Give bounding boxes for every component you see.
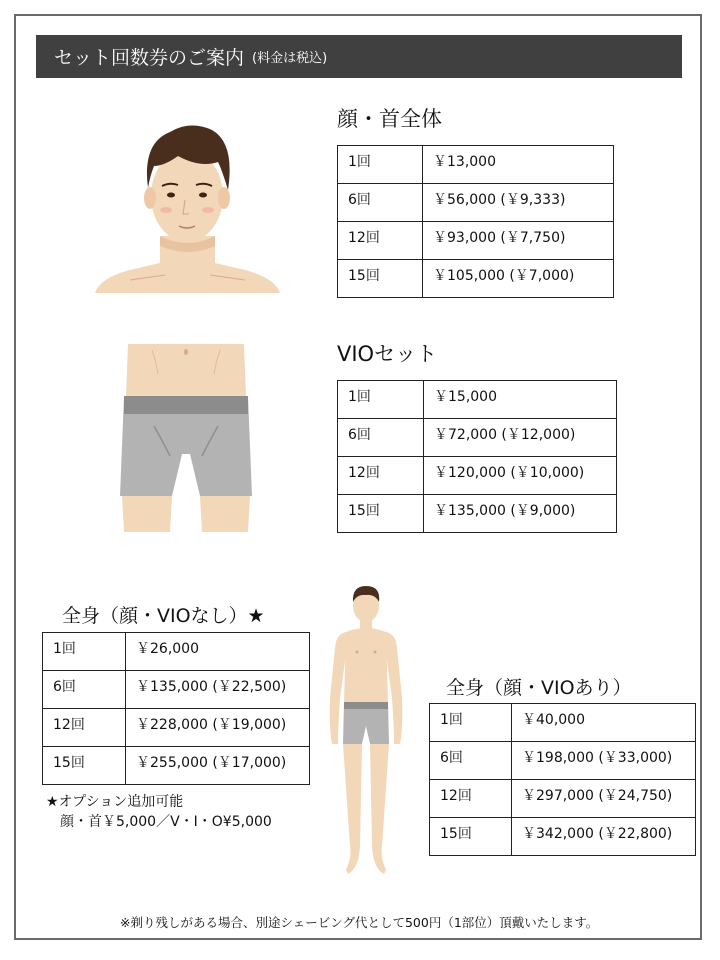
count-cell: 1回: [338, 146, 423, 184]
table-row: [338, 457, 617, 495]
vio-illustration: [112, 344, 260, 534]
table-row: [43, 633, 310, 671]
count-cell: 6回: [430, 742, 512, 780]
price-cell: ￥72,000 (￥12,000): [424, 419, 617, 457]
table-row: [430, 742, 696, 780]
table-row: [430, 704, 696, 742]
count-cell: 15回: [338, 260, 423, 298]
price-cell: ￥105,000 (￥7,000): [423, 260, 614, 298]
section-title-face-neck: 顔・首全体: [337, 107, 442, 131]
price-cell: ￥135,000 (￥22,500): [126, 671, 310, 709]
table-row: [43, 747, 310, 785]
price-cell: ￥40,000: [512, 704, 696, 742]
price-cell: ￥15,000: [424, 381, 617, 419]
option-note-prices: 顔・首￥5,000／V・I・O¥5,000: [60, 814, 272, 830]
price-cell: ￥13,000: [423, 146, 614, 184]
count-cell: 1回: [43, 633, 126, 671]
price-cell: ￥297,000 (￥24,750): [512, 780, 696, 818]
price-cell: ￥198,000 (￥33,000): [512, 742, 696, 780]
table-row: [338, 260, 614, 298]
price-cell: ￥228,000 (￥19,000): [126, 709, 310, 747]
count-cell: 1回: [338, 381, 424, 419]
count-cell: 6回: [338, 184, 423, 222]
price-cell: ￥93,000 (￥7,750): [423, 222, 614, 260]
price-table-fullbody-no-face-vio: [42, 632, 310, 785]
count-cell: 15回: [43, 747, 126, 785]
table-row: [338, 146, 614, 184]
price-table-fullbody-with-face-vio: [429, 703, 696, 856]
count-cell: 12回: [430, 780, 512, 818]
option-note-title: ★オプション追加可能: [46, 794, 184, 810]
count-cell: 6回: [338, 419, 424, 457]
table-row: [338, 381, 617, 419]
header-bar: [36, 35, 682, 78]
price-cell: ￥26,000: [126, 633, 310, 671]
option-note: [46, 792, 272, 832]
price-cell: ￥56,000 (￥9,333): [423, 184, 614, 222]
table-row: [338, 419, 617, 457]
count-cell: 1回: [430, 704, 512, 742]
table-row: [338, 222, 614, 260]
full-body-illustration: [326, 586, 406, 878]
count-cell: 6回: [43, 671, 126, 709]
section-title-fullbody-with-face-vio: 全身（顔・VIOあり）: [446, 677, 632, 699]
count-cell: 12回: [338, 222, 423, 260]
price-cell: ￥342,000 (￥22,800): [512, 818, 696, 856]
price-cell: ￥255,000 (￥17,000): [126, 747, 310, 785]
page-subtitle: (料金は税込): [252, 51, 328, 66]
table-row: [338, 184, 614, 222]
price-cell: ￥120,000 (￥10,000): [424, 457, 617, 495]
section-title-vio: VIOセット: [337, 342, 438, 366]
price-table-face-neck: [337, 145, 614, 298]
count-cell: 15回: [430, 818, 512, 856]
table-row: [430, 818, 696, 856]
count-cell: 12回: [43, 709, 126, 747]
table-row: [43, 709, 310, 747]
face-neck-illustration: [90, 118, 285, 298]
count-cell: 12回: [338, 457, 424, 495]
price-table-vio: [337, 380, 617, 533]
price-cell: ￥135,000 (￥9,000): [424, 495, 617, 533]
shaving-footnote: ※剃り残しがある場合、別途シェービング代として500円（1部位）頂戴いたします。: [120, 915, 599, 930]
count-cell: 15回: [338, 495, 424, 533]
table-row: [338, 495, 617, 533]
page-title: セット回数券のご案内: [54, 47, 245, 69]
table-row: [43, 671, 310, 709]
section-title-fullbody-no-face-vio: 全身（顔・VIOなし）★: [62, 605, 265, 627]
table-row: [430, 780, 696, 818]
